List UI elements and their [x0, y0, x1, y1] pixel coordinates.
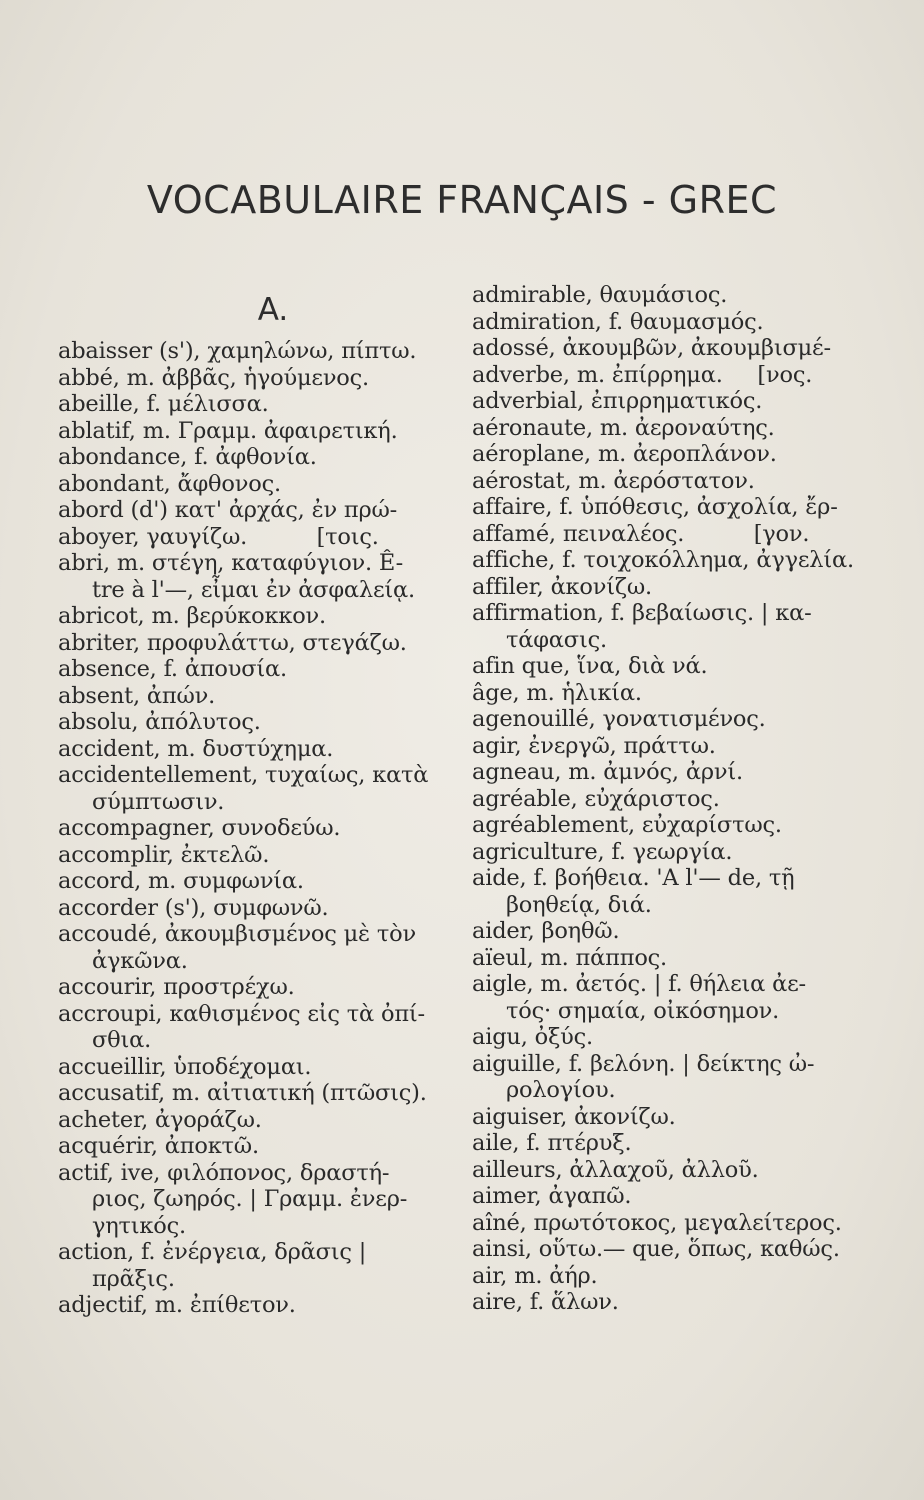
dictionary-entry: tre à l'—, εἶμαι ἐν ἀσφαλείᾳ. — [92, 576, 415, 603]
dictionary-entry: accoudé, ἀκουμβισμένος μὲ τὸν — [58, 921, 416, 947]
dictionary-entry: βοηθείᾳ, διά. — [506, 891, 652, 918]
dictionary-entry: agneau, m. ἀμνός, ἀρνί. — [472, 759, 743, 785]
dictionary-entry: actif, ive, φιλόπονος, δραστή- — [58, 1159, 390, 1186]
dictionary-entry: τός· σημαία, οἰκόσημον. — [506, 997, 780, 1024]
dictionary-entry: aérostat, m. ἀερόστατον. — [472, 467, 755, 494]
dictionary-entry: γητικός. — [92, 1212, 186, 1239]
dictionary-entry: agriculture, f. γεωργία. — [472, 838, 733, 865]
dictionary-entry: afin que, ἵνα, διὰ νά. — [472, 653, 708, 679]
dictionary-entry: ablatif, m. Γραμμ. ἀφαιρετική. — [58, 417, 398, 444]
dictionary-entry: accompagner, συνοδεύω. — [58, 815, 341, 841]
dictionary-entry: aigle, m. ἀετός. | f. θήλεια ἀε- — [472, 971, 806, 997]
dictionary-entry: ριος, ζωηρός. | Γραμμ. ἐνερ- — [92, 1186, 408, 1212]
dictionary-entry: abriter, προφυλάττω, στεγάζω. — [58, 629, 407, 656]
dictionary-entry: aide, f. βοήθεια. 'A l'— de, τῇ — [472, 865, 795, 891]
dictionary-entry: aire, f. ἅλων. — [472, 1289, 619, 1315]
dictionary-entry: affiche, f. τοιχοκόλλημα, ἀγγελία. — [472, 547, 854, 573]
dictionary-entry: agir, ἐνεργῶ, πράττω. — [472, 732, 716, 759]
dictionary-entry: air, m. ἀήρ. — [472, 1262, 598, 1289]
dictionary-entry: τάφασις. — [506, 626, 607, 653]
dictionary-entry: affaire, f. ὑπόθεσις, ἀσχολία, ἔρ- — [472, 494, 838, 520]
dictionary-entry: agréable, εὐχάριστος. — [472, 785, 720, 812]
dictionary-entry: accourir, προστρέχω. — [58, 974, 295, 1000]
dictionary-entry: absent, ἀπών. — [58, 682, 216, 709]
dictionary-entry: adossé, ἀκουμβῶν, ἀκουμβισμέ- — [472, 335, 831, 361]
dictionary-entry: aider, βοηθῶ. — [472, 918, 620, 944]
dictionary-entry: accomplir, ἐκτελῶ. — [58, 841, 270, 868]
dictionary-entry: adverbial, ἐπιρρηματικός. — [472, 388, 763, 414]
dictionary-entry: πρᾶξις. — [92, 1265, 175, 1292]
dictionary-entry: acheter, ἀγοράζω. — [58, 1106, 262, 1133]
dictionary-entry: abri, m. στέγη, καταφύγιον. Ê- — [58, 550, 403, 576]
dictionary-entry: ρολογίου. — [506, 1077, 616, 1103]
dictionary-entry: ainsi, οὕτω.— que, ὅπως, καθώς. — [472, 1236, 840, 1262]
dictionary-entry: accidentellement, τυχαίως, κατὰ — [58, 762, 429, 788]
dictionary-entry: ailleurs, ἀλλαχοῦ, ἀλλοῦ. — [472, 1156, 759, 1183]
dictionary-entry: affirmation, f. βεβαίωσις. | κα- — [472, 600, 812, 626]
section-letter: A. — [257, 292, 289, 328]
dictionary-entry: acquérir, ἀποκτῶ. — [58, 1133, 259, 1159]
dictionary-entry: adverbe, m. ἐπίρρημα. [νος. — [472, 361, 813, 388]
dictionary-entry: aile, f. πτέρυξ. — [472, 1130, 632, 1156]
dictionary-entry: action, f. ἐνέργεια, δρᾶσις | — [58, 1239, 367, 1265]
dictionary-entry: abbé, m. ἀββᾶς, ἡγούμενος. — [58, 364, 369, 391]
left-column — [58, 282, 468, 1319]
dictionary-entry: abricot, m. βερύκοκκον. — [58, 603, 326, 629]
dictionary-entry: agréablement, εὐχαρίστως. — [472, 812, 782, 838]
page-title: VOCABULAIRE FRANÇAIS - GREC — [146, 178, 778, 222]
dictionary-entry: affiler, ἀκονίζω. — [472, 573, 652, 600]
right-column — [472, 282, 892, 1316]
dictionary-entry: σθια. — [92, 1027, 152, 1053]
dictionary-entry: aimer, ἀγαπῶ. — [472, 1183, 632, 1209]
dictionary-entry: affamé, πειναλέος. [γον. — [472, 520, 810, 547]
dictionary-entry: accroupi, καθισμένος εἰς τὰ ὀπί- — [58, 1000, 425, 1027]
dictionary-entry: âge, m. ἡλικία. — [472, 679, 642, 706]
dictionary-entry: aiguille, f. βελόνη. | δείκτης ὠ- — [472, 1050, 815, 1077]
dictionary-entry: agenouillé, γονατισμένος. — [472, 706, 766, 732]
dictionary-entry: abord (d') κατ' ἀρχάς, ἐν πρώ- — [58, 497, 398, 523]
dictionary-entry: abondant, ἄφθονος. — [58, 470, 281, 497]
dictionary-entry: σύμπτωσιν. — [92, 788, 225, 815]
dictionary-entry: absolu, ἀπόλυτος. — [58, 709, 261, 735]
dictionary-entry: aïeul, m. πάππος. — [472, 944, 668, 971]
dictionary-entry: admirable, θαυμάσιος. — [472, 282, 728, 308]
dictionary-entry: aigu, ὀξύς. — [472, 1024, 593, 1050]
dictionary-entry: absence, f. ἀπουσία. — [58, 656, 287, 682]
dictionary-entry: abeille, f. μέλισσα. — [58, 391, 269, 417]
dictionary-entry: aboyer, γαυγίζω. [τοις. — [58, 523, 379, 550]
dictionary-entry: aiguiser, ἀκονίζω. — [472, 1103, 676, 1130]
dictionary-entry: accord, m. συμφωνία. — [58, 868, 304, 894]
dictionary-entry: aéroplane, m. ἀεροπλάνον. — [472, 441, 777, 467]
dictionary-entry: accueillir, ὑποδέχομαι. — [58, 1053, 312, 1080]
dictionary-entry: adjectif, m. ἐπίθετον. — [58, 1292, 296, 1318]
dictionary-entry: abondance, f. ἀφθονία. — [58, 444, 317, 470]
dictionary-entry: accusatif, m. αἰτιατική (πτῶσις). — [58, 1080, 427, 1106]
dictionary-entry: accorder (s'), συμφωνῶ. — [58, 894, 329, 921]
dictionary-entry: ἀγκῶνα. — [92, 947, 188, 974]
dictionary-entry: aéronaute, m. ἀεροναύτης. — [472, 414, 775, 441]
dictionary-entry: admiration, f. θαυμασμός. — [472, 308, 764, 335]
dictionary-entry: aîné, πρωτότοκος, μεγαλείτερος. — [472, 1209, 842, 1236]
dictionary-entry: abaisser (s'), χαμηλώνω, πίπτω. — [58, 338, 417, 364]
dictionary-entry: accident, m. δυστύχημα. — [58, 735, 334, 762]
